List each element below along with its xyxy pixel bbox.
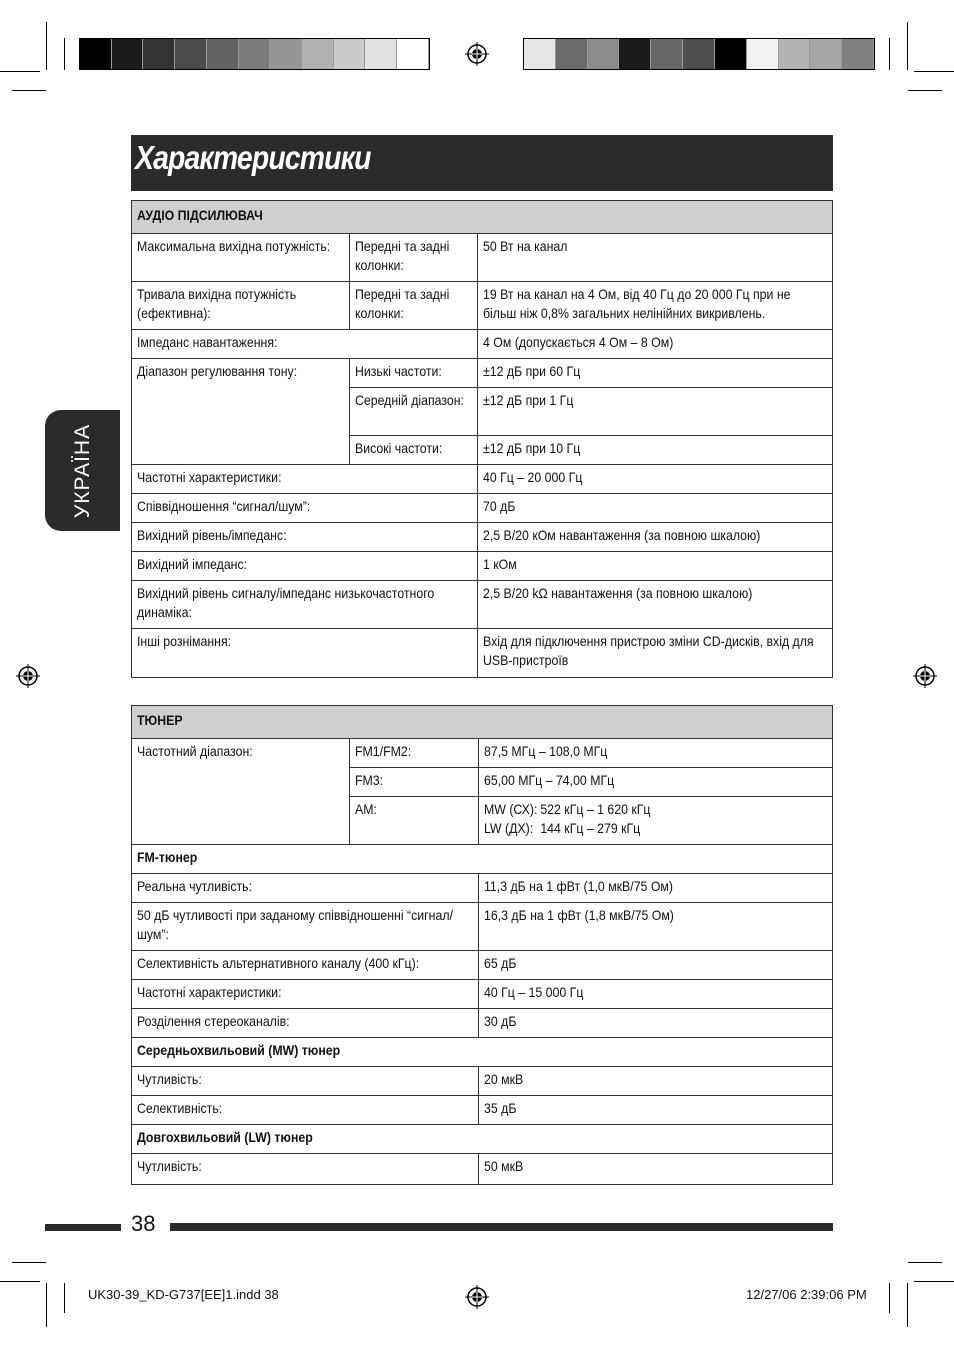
color-swatch [270, 39, 302, 69]
registration-mark-icon [913, 664, 937, 688]
page-number: 38 [131, 1211, 156, 1236]
date-slug: 12/27/06 2:39:06 PM [746, 1287, 867, 1302]
table-row: Діапазон регулювання тону: Низькі частоти: ±12 дБ при 60 Гц [132, 359, 833, 388]
tuner-table [131, 705, 833, 1185]
table-subheading: Довгохвильовий (LW) тюнер [132, 1125, 833, 1154]
color-swatch [80, 39, 112, 69]
table-row: Вихідний рівень/імпеданс: 2,5 В/20 кОм навантаження (за повною шкалою) [132, 523, 833, 552]
color-swatch [302, 39, 334, 69]
color-swatch [143, 39, 175, 69]
color-swatch [175, 39, 207, 69]
table-row: Співвідношення “сигнал/шум”: 70 дБ [132, 494, 833, 523]
registration-mark-icon [465, 42, 489, 66]
table-row: FM3: 65,00 МГц – 74,00 МГц [132, 768, 833, 797]
table-row: Вихідний імпеданс: 1 кОм [132, 552, 833, 581]
color-swatch [334, 39, 366, 69]
color-swatch [842, 39, 874, 69]
table-row: Селективність альтернативного каналу (400 кГц): 65 дБ [132, 951, 833, 980]
color-swatch [524, 39, 556, 69]
table-row: Високі частоти: ±12 дБ при 10 Гц [132, 436, 833, 465]
table-row: Інші рознімання: Вхід для підключення пристрою зміни CD-дисків, вхід для USB-пристроїв [132, 629, 833, 678]
page-title-bar [131, 135, 833, 191]
color-swatch [810, 39, 842, 69]
language-side-tab [45, 410, 120, 531]
color-swatch [397, 39, 429, 69]
color-calibration-bar-right [523, 38, 875, 70]
color-swatch [747, 39, 779, 69]
table-row: Чутливість: 50 мкВ [132, 1154, 833, 1185]
color-swatch [588, 39, 620, 69]
table-row: Середній діапазон: ±12 дБ при 1 Гц [132, 388, 833, 436]
color-swatch [112, 39, 144, 69]
table-row: Тривала вихідна потужність (ефективна): Передні та задні колонки: 19 Вт на канал на 4 Ом, від 40 Гц до 20 000 Гц при не більш ніж 0,8% загальних нелінійних викривлень. [132, 282, 833, 330]
color-swatch [556, 39, 588, 69]
footer-rule-left [45, 1224, 121, 1231]
table-heading: ТЮНЕР [132, 706, 833, 739]
table-row: Селективність: 35 дБ [132, 1096, 833, 1125]
table-subheading: FM-тюнер [132, 845, 833, 874]
table-row: Частотні характеристики: 40 Гц – 15 000 Гц [132, 980, 833, 1009]
footer-rule-right [170, 1223, 833, 1231]
color-swatch [651, 39, 683, 69]
color-swatch [619, 39, 651, 69]
table-row: Реальна чутливість: 11,3 дБ на 1 фВт (1,0 мкВ/75 Ом) [132, 874, 833, 903]
color-swatch [715, 39, 747, 69]
color-swatch [365, 39, 397, 69]
table-heading: АУДІО ПІДСИЛЮВАЧ [132, 201, 833, 234]
table-row: 50 дБ чутливості при заданому співвідношенні “сигнал/шум”: 16,3 дБ на 1 фВт (1,8 мкВ/75 Ом) [132, 903, 833, 951]
table-subheading: Середньохвильовий (MW) тюнер [132, 1038, 833, 1067]
table-row: Розділення стереоканалів: 30 дБ [132, 1009, 833, 1038]
registration-mark-icon [465, 1285, 489, 1309]
audio-amplifier-table [131, 200, 833, 678]
registration-mark-icon [16, 664, 40, 688]
color-swatch [239, 39, 271, 69]
color-swatch [779, 39, 811, 69]
table-row: AM: MW (СХ): 522 кГц – 1 620 кГц LW (ДХ): 144 кГц – 279 кГц [132, 797, 833, 845]
table-row: Частотні характеристики: 40 Гц – 20 000 Гц [132, 465, 833, 494]
page-title: Характеристики [135, 139, 371, 176]
table-row: Імпеданс навантаження: 4 Ом (допускається 4 Ом – 8 Ом) [132, 330, 833, 359]
table-row: Частотний діапазон: FM1/FM2: 87,5 МГц – 108,0 МГц [132, 739, 833, 768]
color-swatch [207, 39, 239, 69]
color-calibration-bar-left [79, 38, 430, 70]
table-row: Чутливість: 20 мкВ [132, 1067, 833, 1096]
color-swatch [683, 39, 715, 69]
file-slug: UK30-39_KD-G737[EE]1.indd 38 [88, 1287, 279, 1302]
table-row: Максимальна вихідна потужність: Передні та задні колонки: 50 Вт на канал [132, 234, 833, 282]
table-row: Вихідний рівень сигналу/імпеданс низькочастотного динаміка: 2,5 В/20 kΩ навантаження (за повною шкалою) [132, 581, 833, 629]
language-label: УКРАЇНА [70, 423, 94, 518]
